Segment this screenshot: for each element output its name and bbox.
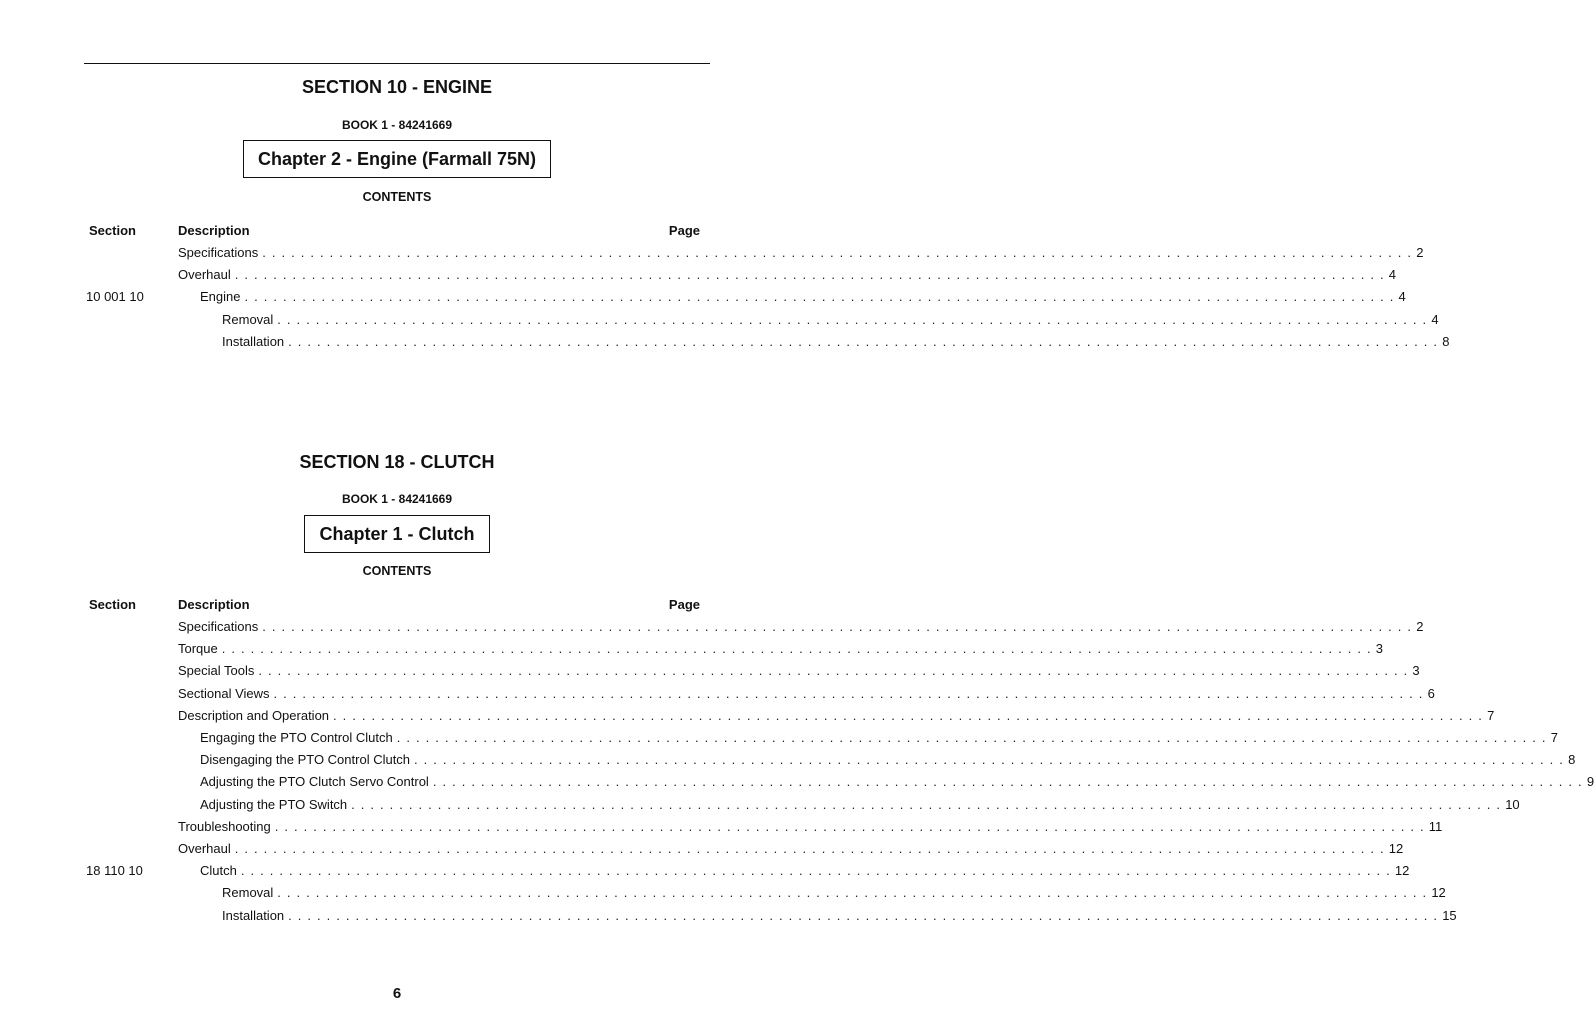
toc-entry-label: Adjusting the PTO Clutch Servo Control bbox=[200, 774, 429, 790]
dot-leader: . . . . . . . . . . . . . . . . . . . . . . . . . . . . . . . . . . . . . . . . . . . . . . . . . . . . . . . . . . . . . . . . . . . . . . . . . . . . . . . . . . . . . . . . . . . . . . . . . . . . . . . . . . . . . . . . . . . . . . . . bbox=[221, 641, 1372, 657]
toc-row bbox=[0, 289, 1406, 311]
toc-entry bbox=[178, 685, 1435, 701]
dot-leader: . . . . . . . . . . . . . . . . . . . . . . . . . . . . . . . . . . . . . . . . . . . . . . . . . . . . . . . . . . . . . . . . . . . . . . . . . . . . . . . . . . . . . . . . . . . . . . . . . . . . . . . . . . . . . . . . . . . . . . . . bbox=[288, 333, 1439, 349]
dot-leader: . . . . . . . . . . . . . . . . . . . . . . . . . . . . . . . . . . . . . . . . . . . . . . . . . . . . . . . . . . . . . . . . . . . . . . . . . . . . . . . . . . . . . . . . . . . . . . . . . . . . . . . . . . . . . . . . . . . . . . . . bbox=[244, 289, 1395, 305]
toc-row bbox=[0, 267, 1397, 289]
toc-entry-page: 9 bbox=[1586, 774, 1594, 790]
toc-entry-label: Adjusting the PTO Switch bbox=[200, 796, 348, 812]
toc-entry bbox=[222, 333, 1450, 349]
toc-entry-label: Description and Operation bbox=[178, 707, 330, 723]
toc-entry-page: 4 bbox=[1388, 267, 1397, 283]
dot-leader: . . . . . . . . . . . . . . . . . . . . . . . . . . . . . . . . . . . . . . . . . . . . . . . . . . . . . . . . . . . . . . . . . . . . . . . . . . . . . . . . . . . . . . . . . . . . . . . . . . . . . . . . . . . . . . . . . . . . . . . . bbox=[234, 841, 1385, 856]
toc-entry-page: 3 bbox=[1412, 663, 1420, 679]
dot-leader: . . . . . . . . . . . . . . . . . . . . . . . . . . . . . . . . . . . . . . . . . . . . . . . . . . . . . . . . . . . . . . . . . . . . . . . . . . . . . . . . . . . . . . . . . . . . . . . . . . . . . . . . . . . . . . . . . . . . . . . . bbox=[234, 267, 1385, 283]
toc-entry-label: Overhaul bbox=[178, 841, 231, 856]
book-reference: BOOK 1 - 84241669 bbox=[341, 492, 453, 506]
toc-entry-label: Installation bbox=[222, 907, 285, 923]
toc-entry-page: 3 bbox=[1375, 641, 1384, 657]
contents-label: CONTENTS bbox=[362, 564, 432, 578]
toc-row bbox=[0, 841, 1404, 863]
toc-entry-label: Overhaul bbox=[178, 267, 231, 283]
toc-row bbox=[0, 885, 1446, 907]
column-header-section: Section bbox=[89, 223, 136, 238]
dot-leader: . . . . . . . . . . . . . . . . . . . . . . . . . . . . . . . . . . . . . . . . . . . . . . . . . . . . . . . . . . . . . . . . . . . . . . . . . . . . . . . . . . . . . . . . . . . . . . . . . . . . . . . . . . . . . . . . . . . . . . . . bbox=[333, 707, 1484, 723]
toc-entry bbox=[222, 907, 1457, 923]
toc-entry-page: 12 bbox=[1388, 841, 1404, 856]
toc-entry bbox=[200, 774, 1594, 790]
toc-row bbox=[0, 863, 1410, 885]
toc-row bbox=[0, 685, 1435, 708]
toc-entry bbox=[178, 707, 1495, 723]
dot-leader: . . . . . . . . . . . . . . . . . . . . . . . . . . . . . . . . . . . . . . . . . . . . . . . . . . . . . . . . . . . . . . . . . . . . . . . . . . . . . . . . . . . . . . . . . . . . . . . . . . . . . . . . . . . . . . . . . . . . . . . . bbox=[277, 311, 1428, 327]
column-header-description: Description bbox=[178, 223, 250, 238]
dot-leader: . . . . . . . . . . . . . . . . . . . . . . . . . . . . . . . . . . . . . . . . . . . . . . . . . . . . . . . . . . . . . . . . . . . . . . . . . . . . . . . . . . . . . . . . . . . . . . . . . . . . . . . . . . . . . . . . . . . . . . . . bbox=[288, 907, 1439, 923]
chapter-box-wrap bbox=[0, 140, 794, 178]
dot-leader: . . . . . . . . . . . . . . . . . . . . . . . . . . . . . . . . . . . . . . . . . . . . . . . . . . . . . . . . . . . . . . . . . . . . . . . . . . . . . . . . . . . . . . . . . . . . . . . . . . . . . . . . . . . . . . . . . . . . . . . . bbox=[262, 619, 1413, 634]
toc-entry-page: 12 bbox=[1394, 863, 1410, 879]
toc-entry bbox=[178, 641, 1384, 657]
chapter-title: Chapter 1 - Clutch bbox=[304, 515, 489, 553]
toc-entry-page: 2 bbox=[1416, 245, 1424, 260]
toc-entry-label: Removal bbox=[222, 311, 274, 327]
toc-row bbox=[0, 796, 1520, 819]
toc-entry bbox=[178, 841, 1404, 856]
column-header-page: Page bbox=[668, 223, 700, 238]
toc-entry-label: Specifications bbox=[178, 619, 259, 634]
column-header-description: Description bbox=[178, 597, 250, 612]
toc-entry-page: 2 bbox=[1416, 619, 1424, 634]
dot-leader: . . . . . . . . . . . . . . . . . . . . . . . . . . . . . . . . . . . . . . . . . . . . . . . . . . . . . . . . . . . . . . . . . . . . . . . . . . . . . . . . . . . . . . . . . . . . . . . . . . . . . . . . . . . . . . . . . . . . . . . . bbox=[432, 774, 1583, 790]
chapter-box-wrap bbox=[0, 515, 794, 553]
toc-entry bbox=[178, 619, 1424, 634]
contents-label: CONTENTS bbox=[362, 190, 432, 204]
toc-entry-label: Torque bbox=[178, 641, 218, 657]
toc-entry bbox=[178, 663, 1420, 679]
section-title: SECTION 10 - ENGINE bbox=[301, 77, 493, 97]
dot-leader: . . . . . . . . . . . . . . . . . . . . . . . . . . . . . . . . . . . . . . . . . . . . . . . . . . . . . . . . . . . . . . . . . . . . . . . . . . . . . . . . . . . . . . . . . . . . . . . . . . . . . . . . . . . . . . . . . . . . . . . . bbox=[274, 818, 1425, 834]
toc-row bbox=[0, 752, 1576, 774]
toc-entry-page: 8 bbox=[1568, 752, 1576, 768]
toc-entry bbox=[200, 289, 1406, 305]
dot-leader: . . . . . . . . . . . . . . . . . . . . . . . . . . . . . . . . . . . . . . . . . . . . . . . . . . . . . . . . . . . . . . . . . . . . . . . . . . . . . . . . . . . . . . . . . . . . . . . . . . . . . . . . . . . . . . . . . . . . . . . . bbox=[273, 685, 1424, 701]
toc-section-number: 18 110 10 bbox=[86, 863, 143, 879]
toc-row bbox=[0, 818, 1443, 841]
toc-entry bbox=[222, 311, 1439, 327]
toc-entry bbox=[178, 818, 1443, 834]
toc-entry-label: Sectional Views bbox=[178, 685, 270, 701]
toc-entry-page: 4 bbox=[1398, 289, 1406, 305]
toc-entry-label: Installation bbox=[222, 333, 285, 349]
page-number: 6 bbox=[392, 985, 402, 1002]
toc-row bbox=[0, 907, 1457, 930]
toc-row bbox=[0, 311, 1439, 334]
toc-entry-page: 8 bbox=[1442, 333, 1450, 349]
toc-entry-label: Special Tools bbox=[178, 663, 255, 679]
toc-entry-label: Troubleshooting bbox=[178, 818, 271, 834]
toc-entry-page: 15 bbox=[1442, 907, 1457, 923]
toc-entry-page: 7 bbox=[1487, 707, 1495, 723]
toc-row bbox=[0, 245, 1424, 267]
toc-entry bbox=[178, 267, 1397, 283]
top-rule bbox=[84, 63, 710, 64]
toc-entry-label: Engine bbox=[200, 289, 241, 305]
toc-entry-page: 6 bbox=[1427, 685, 1435, 701]
chapter-title: Chapter 2 - Engine (Farmall 75N) bbox=[243, 140, 551, 178]
toc-entry-page: 7 bbox=[1550, 730, 1558, 745]
dot-leader: . . . . . . . . . . . . . . . . . . . . . . . . . . . . . . . . . . . . . . . . . . . . . . . . . . . . . . . . . . . . . . . . . . . . . . . . . . . . . . . . . . . . . . . . . . . . . . . . . . . . . . . . . . . . . . . . . . . . . . . . bbox=[396, 730, 1547, 745]
dot-leader: . . . . . . . . . . . . . . . . . . . . . . . . . . . . . . . . . . . . . . . . . . . . . . . . . . . . . . . . . . . . . . . . . . . . . . . . . . . . . . . . . . . . . . . . . . . . . . . . . . . . . . . . . . . . . . . . . . . . . . . . bbox=[277, 885, 1428, 901]
dot-leader: . . . . . . . . . . . . . . . . . . . . . . . . . . . . . . . . . . . . . . . . . . . . . . . . . . . . . . . . . . . . . . . . . . . . . . . . . . . . . . . . . . . . . . . . . . . . . . . . . . . . . . . . . . . . . . . . . . . . . . . . bbox=[414, 752, 1565, 768]
toc-row bbox=[0, 619, 1424, 641]
toc-entry-page: 12 bbox=[1431, 885, 1446, 901]
dot-leader: . . . . . . . . . . . . . . . . . . . . . . . . . . . . . . . . . . . . . . . . . . . . . . . . . . . . . . . . . . . . . . . . . . . . . . . . . . . . . . . . . . . . . . . . . . . . . . . . . . . . . . . . . . . . . . . . . . . . . . . . bbox=[258, 663, 1409, 679]
toc-entry-page: 10 bbox=[1505, 796, 1520, 812]
column-header-page: Page bbox=[668, 597, 700, 612]
toc-row bbox=[0, 774, 1594, 796]
toc-entry-page: 4 bbox=[1431, 311, 1439, 327]
toc-entry bbox=[200, 730, 1558, 745]
book-reference: BOOK 1 - 84241669 bbox=[341, 118, 453, 132]
toc-entry-page: 11 bbox=[1428, 818, 1443, 834]
toc-entry bbox=[222, 885, 1446, 901]
toc-entry bbox=[200, 863, 1410, 879]
toc-row bbox=[0, 663, 1420, 685]
toc-row bbox=[0, 707, 1495, 730]
toc-entry-label: Disengaging the PTO Control Clutch bbox=[200, 752, 411, 768]
dot-leader: . . . . . . . . . . . . . . . . . . . . . . . . . . . . . . . . . . . . . . . . . . . . . . . . . . . . . . . . . . . . . . . . . . . . . . . . . . . . . . . . . . . . . . . . . . . . . . . . . . . . . . . . . . . . . . . . . . . . . . . . bbox=[351, 796, 1502, 812]
column-header-section: Section bbox=[89, 597, 136, 612]
toc-entry-label: Specifications bbox=[178, 245, 259, 260]
toc-section-number: 10 001 10 bbox=[86, 289, 144, 305]
toc-entry-label: Engaging the PTO Control Clutch bbox=[200, 730, 393, 745]
dot-leader: . . . . . . . . . . . . . . . . . . . . . . . . . . . . . . . . . . . . . . . . . . . . . . . . . . . . . . . . . . . . . . . . . . . . . . . . . . . . . . . . . . . . . . . . . . . . . . . . . . . . . . . . . . . . . . . . . . . . . . . . bbox=[240, 863, 1391, 879]
toc-row bbox=[0, 641, 1384, 663]
toc-row bbox=[0, 333, 1450, 356]
toc-entry bbox=[200, 752, 1576, 768]
section-title: SECTION 18 - CLUTCH bbox=[299, 452, 495, 472]
dot-leader: . . . . . . . . . . . . . . . . . . . . . . . . . . . . . . . . . . . . . . . . . . . . . . . . . . . . . . . . . . . . . . . . . . . . . . . . . . . . . . . . . . . . . . . . . . . . . . . . . . . . . . . . . . . . . . . . . . . . . . . . bbox=[262, 245, 1413, 260]
toc-entry-label: Clutch bbox=[200, 863, 237, 879]
toc-entry bbox=[200, 796, 1520, 812]
toc-entry bbox=[178, 245, 1424, 260]
toc-entry-label: Removal bbox=[222, 885, 274, 901]
toc-row bbox=[0, 730, 1558, 752]
